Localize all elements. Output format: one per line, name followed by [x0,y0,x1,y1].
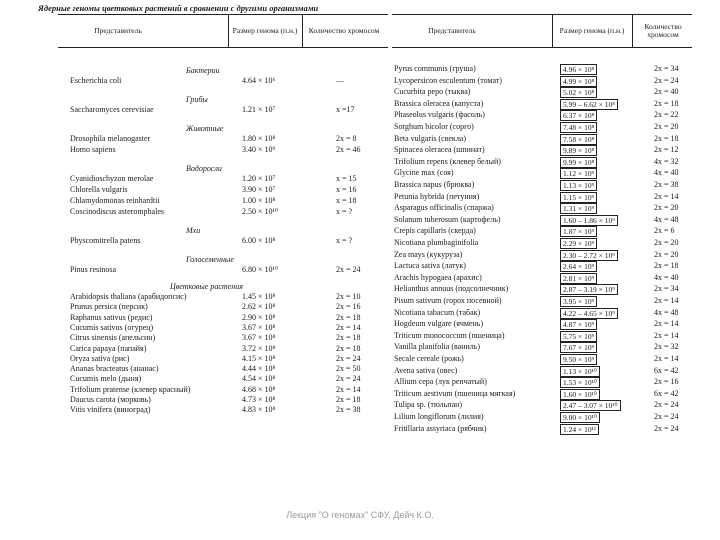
genome-size: 1.60 – 1.86 × 10⁹ [560,215,618,226]
chromosome-count: x = 18 [336,196,357,205]
chromosome-count: 2x = 24 [654,400,679,410]
organism-name: Nicotiana tabacum (табак) [394,307,481,317]
genome-size: 6.00 × 10⁸ [242,236,276,245]
chromosome-count: 2x = 24 [336,374,361,384]
organism-name: Lycopersicon esculentum (томат) [394,75,502,85]
table-row [58,196,388,206]
organism-name: Fritillaria assyriaca (рябчик) [394,423,487,433]
chromosome-count: 2x = 14 [654,296,679,305]
table-row [58,374,388,384]
left-table [58,14,388,415]
genome-size: 2.30 – 2.72 × 10⁹ [560,250,618,261]
genome-size: 1.00 × 10⁸ [242,196,276,205]
table-row [392,308,692,318]
table-row [392,110,692,120]
genome-size: 1.87 × 10⁹ [560,226,597,237]
chromosome-count: 2x = 14 [654,319,679,329]
chromosome-count: 2x = 24 [654,75,679,85]
organism-name: Ananas bracteatus (ананас) [70,364,159,374]
table-row [392,87,692,97]
chromosome-count: x = ? [336,207,353,216]
genome-size: 2.29 × 10⁹ [560,238,597,249]
organism-name: Triticum aestivum (пшеница мягкая) [394,388,516,398]
section-title: Цветковые растения [170,282,243,291]
chromosome-count: 2x = 18 [336,312,361,322]
table-row [58,207,388,217]
organism-name: Cucumis melo (дыня) [70,374,142,384]
chromosome-count: 2x = 14 [654,330,679,340]
chromosome-count: 2x = 14 [336,384,361,394]
table-row [392,145,692,155]
organism-name: Helianthus annuus (подсолнечник) [394,284,509,294]
chromosome-count: 2x = 24 [654,423,679,433]
genome-size: 1.53 × 10¹⁰ [560,377,600,388]
genome-size: 6.80 × 10¹⁰ [242,265,279,274]
section-title: Бактерии [186,66,220,75]
organism-name: Physcomitrella patens [70,236,141,245]
right-table-header [392,14,692,48]
genome-size: 1.12 × 10⁹ [560,168,597,179]
table-row [392,238,692,248]
chromosome-count: 2x = 18 [654,133,679,143]
table-row [392,284,692,294]
table-row [58,364,388,374]
table-row [58,174,388,184]
organism-name: Trifolium pratense (клевер красный) [70,384,191,394]
organism-name: Vitis vinifera (виноград) [70,405,151,415]
table-row [58,405,388,415]
organism-name: Brassica napus (брюква) [394,180,475,189]
organism-name: Citrus sinensis (апельсин) [70,333,156,343]
genome-size: 4.87 × 10⁹ [560,319,597,330]
chromosome-count: 4x = 48 [654,214,679,224]
organism-name: Arabidopsis thaliana (арабидопсис) [70,292,187,301]
genome-size: 1.45 × 10⁸ [242,292,276,301]
header-genome-size: Размер генома (п.н.) [232,26,298,35]
genome-size: 9.99 × 10⁸ [560,157,597,168]
table-row [392,76,692,86]
organism-name: Vanilla planifolia (ваниль) [394,342,481,352]
genome-size: 7.67 × 10⁹ [560,342,597,353]
table-row [392,273,692,283]
genome-size: 5.75 × 10⁹ [560,331,597,342]
organism-name: Secale cereale (рожь) [394,354,464,363]
chromosome-count: 2x = 24 [654,412,679,421]
genome-size: 3.67 × 10⁸ [242,322,276,332]
genome-size: 4.96 × 10⁸ [560,64,597,75]
table-row [58,76,388,86]
organism-name: Petunia hybrida (петуния) [394,191,480,201]
chromosome-count: 2x = 24 [336,265,361,274]
footer-caption: Лекция "О геномах" СФУ. Дейч К.О. [286,510,434,520]
table-row [392,99,692,109]
genome-size: 2.47 – 3.07 × 10¹⁰ [560,400,621,411]
section-title: Голосеменные [186,255,234,264]
table-row [58,105,388,115]
chromosome-count: 2x = 16 [336,302,361,312]
table-row [392,192,692,202]
chromosome-count: 2x = 34 [654,284,679,294]
genome-size: 4.22 – 4.65 × 10⁹ [560,308,618,319]
table-row [392,180,692,190]
organism-name: Coscinodiscus asteromphales [70,207,164,216]
table-row [392,261,692,271]
table-row [392,168,692,178]
chromosome-count: 2x = 46 [336,145,361,154]
genome-size: 1.13 × 10¹⁰ [560,366,600,377]
organism-name: Avena sativa (овес) [394,365,458,375]
table-row [392,134,692,144]
chromosome-count: 2x = 40 [654,87,679,97]
genome-size: 1.31 × 10⁹ [560,203,597,214]
genome-size: 1.21 × 10⁷ [242,105,276,114]
chromosome-count: 2x = 14 [654,191,679,201]
genome-size: 4.73 × 10⁸ [242,395,276,404]
chromosome-count: 2x = 32 [654,342,679,352]
organism-name: Lactuca sativa (латук) [394,261,466,271]
genome-size: 4.54 × 10⁸ [242,374,276,384]
genome-size: 7.58 × 10⁸ [560,134,597,145]
chromosome-count: 6x = 42 [654,388,679,398]
organism-name: Drosophila melanogaster [70,134,151,143]
table-row [58,354,388,364]
chromosome-count: x =17 [336,105,355,114]
table-row [392,354,692,364]
organism-name: Cyanidioschyzon merolae [70,174,154,183]
organism-name: Raphanus sativus (редис) [70,312,153,322]
header-organism: Представитель [94,26,142,35]
chromosome-count: 4x = 48 [654,307,679,317]
table-row [392,377,692,387]
chromosome-count: 2x = 18 [654,98,679,108]
genome-size: 2.81 × 10⁹ [560,273,597,284]
genome-size: 4.83 × 10⁸ [242,405,276,415]
table-row [392,203,692,213]
chromosome-count: 2x = 22 [654,110,679,120]
table-row [392,215,692,225]
chromosome-count: 2x = 24 [336,353,361,363]
genome-size: 4.99 × 10⁸ [560,76,597,87]
chromosome-count: 2x = 18 [336,395,361,404]
organism-name: Beta vulgaris (свекла) [394,133,467,143]
organism-name: Saccharomyces cerevisiae [70,105,154,114]
chromosome-count: 2x = 14 [654,354,679,363]
genome-size: 1.13 × 10⁹ [560,180,597,191]
organism-name: Pisum sativum (горох посевной) [394,296,502,305]
organism-name: Lilium longiflorum (лилия) [394,412,484,421]
table-row [392,319,692,329]
chromosome-count: 2x = 50 [336,364,361,374]
table-row [58,333,388,343]
genome-size: 1.60 × 10¹⁰ [560,389,600,400]
chromosome-count: 2x = 20 [654,249,679,259]
chromosome-count: 6x = 42 [654,365,679,375]
table-row [58,313,388,323]
genome-size: 1.80 × 10⁸ [242,134,276,143]
genome-size: 4.44 × 10⁸ [242,364,276,374]
table-row [392,366,692,376]
table-row [392,400,692,410]
genome-size: 9.50 × 10⁹ [560,354,597,365]
chromosome-count: 2x = 10 [336,292,361,301]
table-row [58,185,388,195]
genome-size: 5.99 – 6.62 × 10⁸ [560,99,618,110]
table-title: Ядерные геномы цветковых растений в сравнении с другими организмами [38,3,319,13]
chromosome-count: x = 16 [336,185,357,194]
organism-name: Crepis capillaris (скерда) [394,226,476,236]
genome-size: 3.90 × 10⁷ [242,185,276,194]
genome-size: 4.64 × 10⁶ [242,76,276,85]
table-row [58,236,388,246]
chromosome-count: 2x = 38 [336,405,361,415]
organism-name: Oryza sativa (рис) [70,353,130,363]
genome-size: 7.48 × 10⁸ [560,122,597,133]
organism-name: Pinus resinosa [70,265,116,274]
table-row [58,302,388,312]
chromosome-count: 4x = 40 [654,272,679,282]
genome-size: 9.89 × 10⁸ [560,145,597,156]
section-title: Грибы [186,95,208,104]
table-row [58,323,388,333]
organism-name: Triticum monococcum (пшеница) [394,330,505,340]
header-chromosomes: Количество хромосом [308,26,380,35]
table-row [58,344,388,354]
genome-size: 3.67 × 10⁸ [242,333,276,343]
organism-name: Carica papaya (папайя) [70,343,147,353]
genome-size: 4.68 × 10⁸ [242,384,276,394]
chromosome-count: 2x = 34 [654,64,679,73]
organism-name: Prunus persica (персик) [70,302,148,312]
table-row [392,250,692,260]
organism-name: Spinacea oleracea (шпинат) [394,145,485,155]
organism-name: Daucus carota (морковь) [70,395,151,404]
chromosome-count: 2x = 16 [654,377,679,387]
genome-size: 3.95 × 10⁹ [560,296,597,307]
chromosome-count: 2x = 14 [336,322,361,332]
organism-name: Phaseolus vulgaris (фасоль) [394,110,485,120]
chromosome-count: 2x = 18 [336,343,361,353]
organism-name: Glycine max (соя) [394,168,454,178]
table-row [58,145,388,155]
organism-name: Pyrus communis (груша) [394,64,476,73]
header-chromosomes: Количество хромосом [644,22,682,39]
chromosome-count: 2x = 8 [336,134,357,143]
chromosome-count: x = 15 [336,174,357,183]
table-row [392,424,692,434]
organism-name: Sorghum bicolor (сорго) [394,122,474,131]
left-table-header [58,14,388,48]
chromosome-count: 2x = 20 [654,122,679,131]
genome-size: 9.00 × 10¹⁰ [560,412,600,423]
genome-size: 4.15 × 10⁸ [242,353,276,363]
section-title: Животные [186,124,224,133]
table-row [392,64,692,74]
genome-size: 5.02 × 10⁸ [560,87,597,98]
genome-size: 2.87 – 3.19 × 10⁹ [560,284,618,295]
organism-name: Cucumis sativus (огурец) [70,322,154,332]
chromosome-count: x = ? [336,236,353,245]
table-row [392,331,692,341]
organism-name: Nicotiana plumbaginifolia [394,238,479,247]
organism-name: Trifolium repens (клевер белый) [394,156,501,166]
genome-size: 2.62 × 10⁸ [242,302,276,312]
organism-name: Allium cepa (лук репчатый) [394,377,487,387]
genome-size: 2.50 × 10¹⁰ [242,207,279,216]
table-row [58,265,388,275]
header-organism: Представитель [428,26,476,35]
organism-name: Asparagus officinalis (спаржа) [394,203,494,213]
genome-size: 3.72 × 10⁸ [242,343,276,353]
chromosome-count: 2x = 6 [654,226,675,236]
header-genome-size: Размер генома (п.н.) [559,26,625,35]
organism-name: Cucurbita pepo (тыква) [394,87,471,97]
chromosome-count: 4x = 40 [654,168,679,178]
organism-name: Arachis hypogaea (арахис) [394,272,482,282]
table-row [392,226,692,236]
genome-size: 2.90 × 10⁸ [242,312,276,322]
genome-size: 1.24 × 10¹¹ [560,424,599,435]
organism-name: Homo sapiens [70,145,116,154]
chromosome-count: 2x = 38 [654,180,679,189]
organism-name: Tulipa sp. (тюльпан) [394,400,463,410]
table-row [392,157,692,167]
organism-name: Chlorella vulgaris [70,185,128,194]
section-title: Водоросли [186,164,222,173]
table-row [392,389,692,399]
right-table [392,14,692,434]
organism-name: Brassica oleracea (капуста) [394,98,484,108]
chromosome-count: — [336,76,344,85]
table-row [58,292,388,302]
organism-name: Solanum tuberosum (картофель) [394,214,501,224]
genome-size: 2.64 × 10⁹ [560,261,597,272]
table-row [58,134,388,144]
genome-size: 3.40 × 10⁹ [242,145,276,154]
genome-size: 1.15 × 10⁹ [560,192,597,203]
table-row [392,412,692,422]
chromosome-count: 2x = 20 [654,203,679,213]
organism-name: Hogdeum vulgare (ячмень) [394,319,484,329]
chromosome-count: 2x = 12 [654,145,679,155]
table-row [392,342,692,352]
chromosome-count: 4x = 32 [654,156,679,166]
organism-name: Escherichia coli [70,76,122,85]
section-title: Мхи [186,226,201,235]
table-row [58,395,388,405]
table-row [58,385,388,395]
organism-name: Zea mays (кукуруза) [394,249,463,259]
chromosome-count: 2x = 18 [336,333,361,343]
genome-size: 1.20 × 10⁷ [242,174,276,183]
table-row [392,296,692,306]
chromosome-count: 2x = 18 [654,261,679,271]
genome-size: 6.37 × 10⁸ [560,110,597,121]
table-row [392,122,692,132]
organism-name: Chlamydomonas reinhardtii [70,196,160,205]
chromosome-count: 2x = 20 [654,238,679,247]
